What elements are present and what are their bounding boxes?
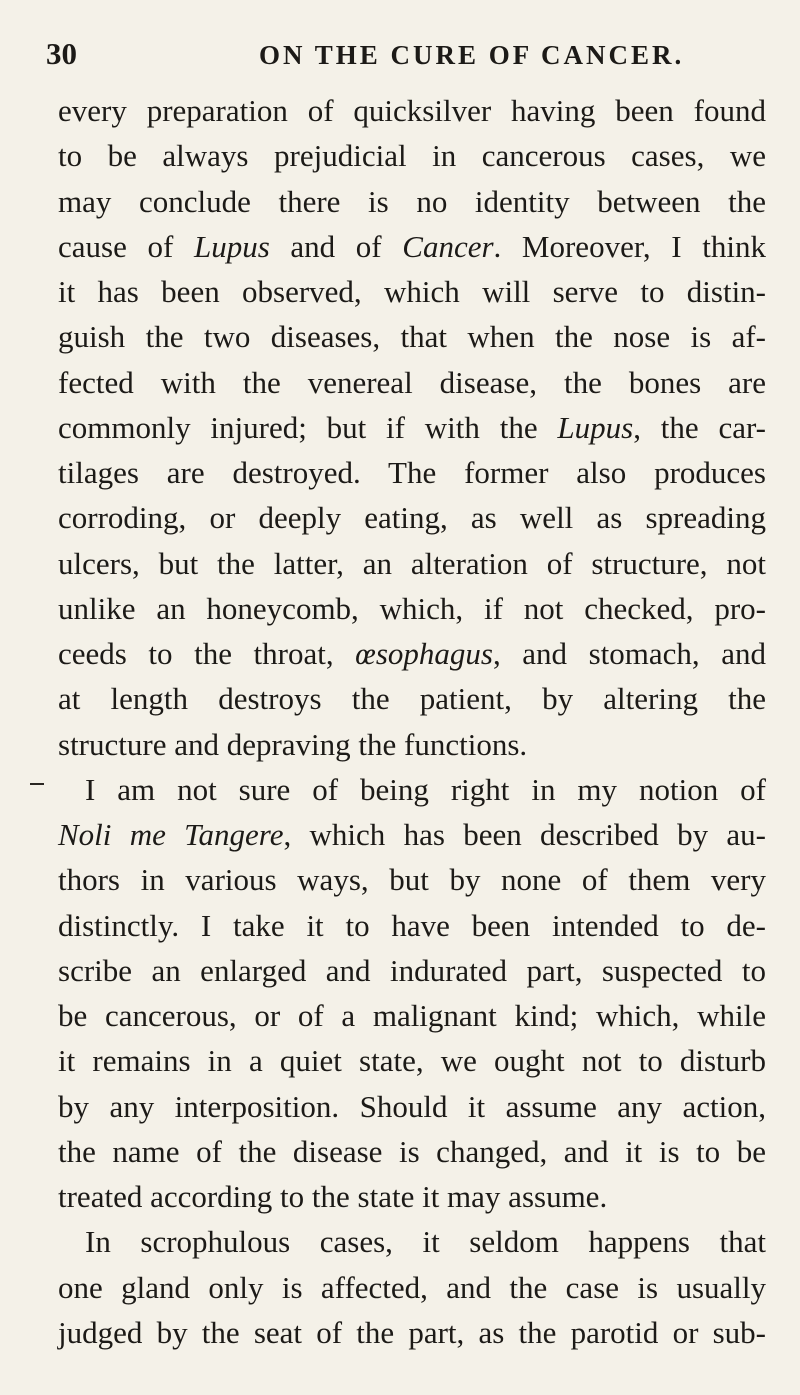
- body-text: [58, 88, 766, 1355]
- text-line: ulcers, but the latter, an alteration of structure, not: [58, 545, 766, 581]
- text-line: structure and depraving the functions.: [58, 726, 528, 762]
- text-line: fected with the venereal disease, the bones are: [58, 364, 766, 400]
- text-line: it remains in a quiet state, we ought not to disturb: [58, 1043, 766, 1079]
- text-line: it has been observed, which will serve to distin-: [58, 274, 766, 309]
- text-line: ceeds to the throat, œsophagus, and stomach, and: [58, 636, 766, 671]
- text-line: distinctly. I take it to have been intended to de-: [58, 907, 766, 943]
- text-line: the name of the disease is changed, and it is to be: [58, 1133, 766, 1169]
- text-line: thors in various ways, but by none of them very: [58, 862, 766, 898]
- text-line: guish the two diseases, that when the nose is af-: [58, 319, 766, 355]
- text-line: to be always prejudicial in cancerous cases, we: [58, 138, 766, 174]
- text-line: I am not sure of being right in my notion of: [85, 771, 766, 807]
- text-line: tilages are destroyed. The former also produces: [58, 455, 766, 490]
- text-line: at length destroys the patient, by altering the: [58, 681, 766, 717]
- running-head: [46, 36, 766, 76]
- text-line: scribe an enlarged and indurated part, suspected to: [58, 952, 766, 988]
- text-line: In scrophulous cases, it seldom happens that: [85, 1224, 766, 1260]
- text-line: one gland only is affected, and the case is usually: [58, 1269, 766, 1305]
- text-line: unlike an honeycomb, which, if not checked, pro-: [58, 590, 766, 626]
- text-line: cause of Lupus and of Cancer. Moreover, I think: [58, 228, 766, 264]
- page-number: 30: [46, 36, 77, 71]
- text-line: be cancerous, or of a malignant kind; which, while: [58, 998, 766, 1033]
- text-line: by any interposition. Should it assume any action,: [58, 1088, 766, 1124]
- margin-mark: [30, 783, 44, 785]
- text-line: commonly injured; but if with the Lupus, the car-: [58, 409, 766, 445]
- text-line: Noli me Tangere, which has been described by au-: [58, 817, 766, 852]
- text-line: judged by the seat of the part, as the parotid or sub-: [58, 1314, 766, 1350]
- text-line: corroding, or deeply eating, as well as spreading: [58, 500, 766, 536]
- text-line: may conclude there is no identity between the: [58, 183, 766, 219]
- text-line: treated according to the state it may assume.: [58, 1179, 608, 1214]
- running-title: ON THE CURE OF CANCER.: [259, 40, 685, 70]
- text-line: every preparation of quicksilver having been found: [58, 93, 766, 128]
